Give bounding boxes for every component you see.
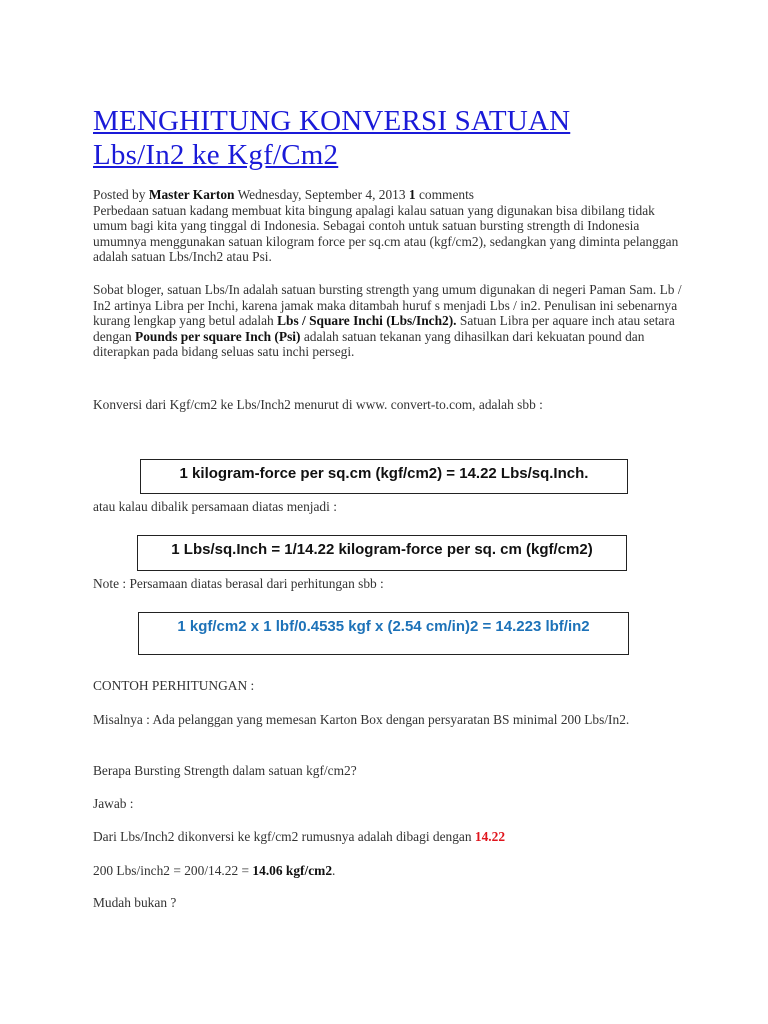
example-heading: CONTOH PERHITUNGAN :: [93, 678, 255, 693]
note-text: Note : Persamaan diatas berasal dari perhitungan sbb :: [93, 576, 384, 591]
result-expression: 200 Lbs/inch2 = 200/14.22 =: [93, 863, 253, 878]
explanation-text-b: Satuan Libra per aquare inch atau setara dengan: [93, 313, 675, 344]
formula-box-kgf-to-lbs: 1 kilogram-force per sq.cm (kgf/cm2) = 14.22 Lbs/sq.Inch.: [140, 459, 628, 494]
explanation-text-a: Sobat bloger, satuan Lbs/In adalah satuan bursting strength yang umum digunakan di negeri Paman Sam. Lb / In2 artinya Libra per Inchi, karena jamak maka ditambah huruf s menjadi Lbs / in2. Penulisan ini sebenarnya kurang lengkap yang betul adalah: [93, 281, 682, 329]
post-title-link[interactable]: [93, 104, 683, 172]
result-value: 14.06 kgf/cm2: [252, 863, 333, 878]
example-scenario: Misalnya : Ada pelanggan yang memesan Karton Box dengan persyaratan BS minimal 200 Lbs/In2.: [93, 712, 630, 727]
example-question: Berapa Bursting Strength dalam satuan kgf/cm2?: [93, 763, 357, 778]
post-title-line-1[interactable]: MENGHITUNG KONVERSI SATUAN: [93, 105, 571, 137]
blog-post: [93, 104, 683, 910]
formula-box-derivation: 1 kgf/cm2 x 1 lbf/0.4535 kgf x (2.54 cm/in)2 = 14.223 lbf/in2: [138, 612, 629, 655]
post-meta: [93, 187, 683, 203]
explanation-bold-a: Lbs / Square Inchi (Lbs/Inch2).: [277, 313, 457, 329]
answer-label: Jawab :: [93, 796, 134, 811]
paragraph-explanation: [93, 282, 683, 360]
conversion-intro: Konversi dari Kgf/cm2 ke Lbs/Inch2 menurut di www. convert-to.com, adalah sbb :: [93, 396, 543, 412]
closing-remark: Mudah bukan ?: [93, 895, 177, 910]
divisor-value: 14.22: [474, 829, 506, 844]
formula-explanation: [93, 829, 683, 845]
post-title-line-2[interactable]: Lbs/In2 ke Kgf/Cm2: [93, 139, 339, 171]
comments-label[interactable]: comments: [415, 187, 475, 202]
explanation-bold-b: Pounds per square Inch (Psi): [135, 328, 301, 344]
reverse-intro: atau kalau dibalik persamaan diatas menjadi :: [93, 499, 337, 514]
explanation-text-c: adalah satuan tekanan yang dihasilkan dari kekuatan pound dan diterapkan pada bidang seluas satu inchi persegi.: [93, 328, 645, 360]
formula-box-lbs-to-kgf: 1 Lbs/sq.Inch = 1/14.22 kilogram-force per sq. cm (kgf/cm2): [137, 535, 627, 571]
result-period: .: [332, 863, 336, 878]
result-line: [93, 863, 683, 879]
comment-count[interactable]: 1: [408, 187, 416, 202]
post-date: Wednesday, September 4, 2013: [234, 187, 409, 202]
paragraph-intro: Perbedaan satuan kadang membuat kita bingung apalagi kalau satuan yang digunakan bisa dibilang tidak umum bagi kita yang tinggal di Indonesia. Sebagai contoh untuk satuan bursting strength di Indonesia umumnya menggunakan satuan kilogram force per sq.cm atau (kgf/cm2), sedangkan yang diminta pelanggan adalah satuan Lbs/Inch2 atau Psi.: [93, 202, 679, 265]
formula-explanation-text: Dari Lbs/Inch2 dikonversi ke kgf/cm2 rumusnya adalah dibagi dengan: [93, 829, 475, 844]
author-name[interactable]: Master Karton: [148, 187, 235, 202]
posted-by-label: Posted by: [93, 187, 149, 202]
